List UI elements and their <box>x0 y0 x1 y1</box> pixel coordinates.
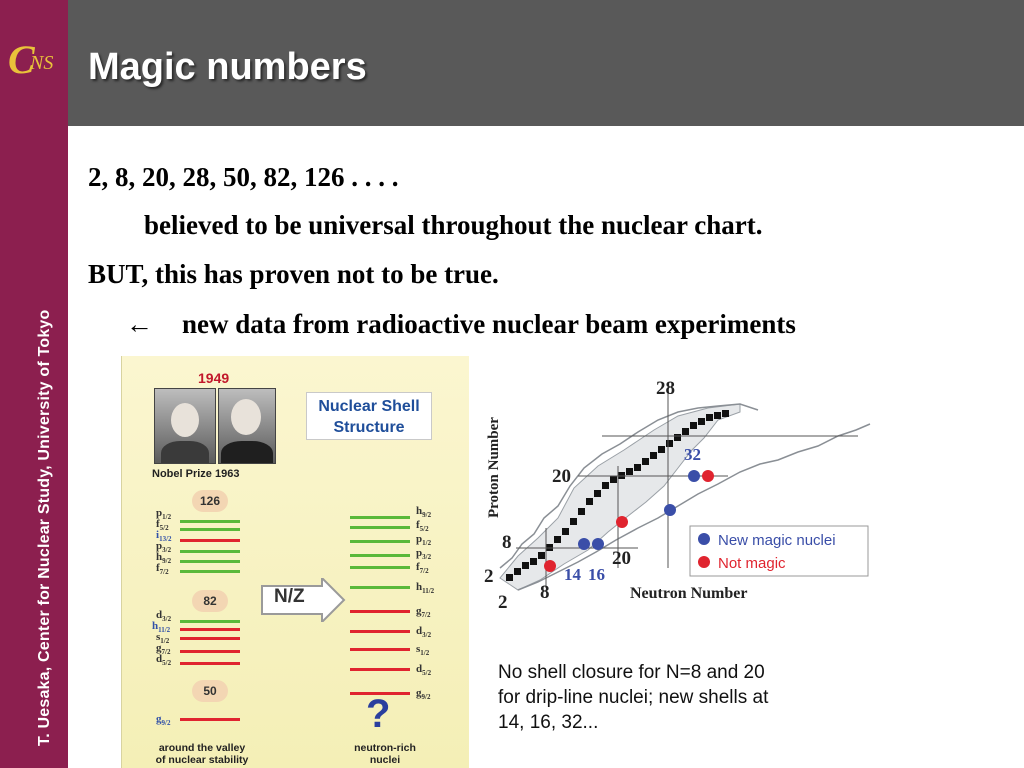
question-mark-icon: ? <box>366 692 391 736</box>
shell-structure-figure <box>121 356 469 768</box>
label-16: 16 <box>588 565 605 584</box>
orbital-label: $h_{11/2}$ <box>416 581 435 596</box>
title-bar <box>68 0 1024 126</box>
orbital-label: $p_{3/2}$ <box>416 547 432 562</box>
level-p1/2-n-rich <box>350 540 410 543</box>
logo-letter: C <box>8 37 35 82</box>
sidebar <box>0 0 68 768</box>
label-8-z: 8 <box>502 532 512 553</box>
orbital-label: $d_{3/2}$ <box>156 609 172 624</box>
level-h9/2 <box>180 560 240 563</box>
shell-title-line-2: Structure <box>333 419 405 436</box>
orbital-label: $g_{9/2}$ <box>416 687 431 702</box>
sidebar-affiliation: T. Uesaka, Center for Nuclear Study, University of Tokyo <box>36 309 53 746</box>
orbital-label: $d_{3/2}$ <box>416 625 432 640</box>
label-20-z: 20 <box>552 466 571 487</box>
shell-title-line-1: Nuclear Shell <box>318 398 420 415</box>
not-magic-point <box>702 470 714 482</box>
level-d5/2 <box>180 662 240 665</box>
orbital-label: $h_{11/2}$ <box>152 620 171 635</box>
orbital-label: $p_{3/2}$ <box>156 540 172 555</box>
label-14: 14 <box>564 565 581 584</box>
note-line-1: No shell closure for N=8 and 20 <box>498 662 765 683</box>
shell-structure-title-box <box>306 392 432 440</box>
label-20-n: 20 <box>612 548 631 569</box>
magic-number-list: 2, 8, 20, 28, 50, 82, 126 . . . . <box>88 162 399 192</box>
label-28: 28 <box>656 378 675 399</box>
nuclear-chart-figure <box>478 368 878 620</box>
level-h11/2-n-rich <box>350 586 410 589</box>
new-magic-point <box>688 470 700 482</box>
but-statement: BUT, this has proven not to be true. <box>88 259 499 289</box>
level-f5/2 <box>180 528 240 531</box>
orbital-label: $f_{7/2}$ <box>416 561 429 576</box>
orbital-label: $p_{1/2}$ <box>416 533 432 548</box>
new-magic-point <box>578 538 590 550</box>
y-axis-label: Proton Number <box>486 417 502 518</box>
level-h11/2 <box>180 628 240 631</box>
orbital-label: $f_{7/2}$ <box>156 562 169 577</box>
level-i13/2 <box>180 539 240 542</box>
orbital-label: $g_{9/2}$ <box>156 713 171 728</box>
orbital-label: $p_{1/2}$ <box>156 507 172 522</box>
arrow-glyph: ← <box>126 309 153 339</box>
universality-statement: believed to be universal throughout the nuclear chart. <box>144 210 763 240</box>
new-data-statement: new data from radioactive nuclear beam experiments <box>182 309 796 339</box>
level-f7/2 <box>180 570 240 573</box>
level-d3/2-n-rich <box>350 630 410 633</box>
cns-logo <box>6 37 64 82</box>
level-p3/2 <box>180 550 240 553</box>
level-g9/2 <box>180 718 240 721</box>
level-f5/2-n-rich <box>350 526 410 529</box>
level-p1/2 <box>180 520 240 523</box>
level-p3/2-n-rich <box>350 554 410 557</box>
nz-arrow-label: N/Z <box>274 586 305 607</box>
magic-badge-50: 50 <box>192 680 228 702</box>
level-h9/2-n-rich <box>350 516 410 519</box>
label-2-z: 2 <box>484 566 494 587</box>
slide-title: Magic numbers <box>88 46 367 88</box>
new-magic-point <box>592 538 604 550</box>
x-axis-label: Neutron Number <box>630 585 748 602</box>
level-f7/2-n-rich <box>350 566 410 569</box>
note-line-2: for drip-line nuclei; new shells at <box>498 687 769 708</box>
portrait-photo-2 <box>218 388 276 464</box>
level-g7/2 <box>180 650 240 653</box>
chart-legend <box>690 526 868 576</box>
orbital-label: $s_{1/2}$ <box>156 631 170 646</box>
orbital-label: $d_{5/2}$ <box>156 653 172 668</box>
caption-neutron-rich: neutron-rich nuclei <box>354 742 416 766</box>
level-d3/2 <box>180 620 240 623</box>
magic-badge-126: 126 <box>192 490 228 512</box>
orbital-label: $h_{9/2}$ <box>416 505 432 520</box>
not-magic-point <box>616 516 628 528</box>
caption-stable: around the valley of nuclear stability <box>155 742 249 766</box>
new-magic-point <box>664 504 676 516</box>
orbital-label: $i_{13/2}$ <box>156 529 172 544</box>
orbital-label: $h_{9/2}$ <box>156 551 172 566</box>
orbital-label: $f_{5/2}$ <box>416 519 429 534</box>
shell-closure-note <box>498 660 858 735</box>
label-32: 32 <box>684 445 701 464</box>
year-label: 1949 <box>198 370 230 386</box>
logo-subletters: NS <box>30 52 54 74</box>
level-g7/2-n-rich <box>350 610 410 613</box>
level-d5/2-n-rich <box>350 668 410 671</box>
level-s1/2-n-rich <box>350 648 410 651</box>
orbital-label: $d_{5/2}$ <box>416 663 432 678</box>
label-2-n: 2 <box>498 592 508 613</box>
orbital-label: $g_{7/2}$ <box>416 605 431 620</box>
legend-not-magic: Not magic <box>718 555 786 572</box>
legend-new-magic: New magic nuclei <box>718 532 836 549</box>
nobel-prize-label: Nobel Prize 1963 <box>152 468 240 480</box>
orbital-label: $f_{5/2}$ <box>156 518 169 533</box>
orbital-label: $g_{7/2}$ <box>156 642 171 657</box>
portrait-photo-1 <box>154 388 216 464</box>
magic-badge-82: 82 <box>192 590 228 612</box>
label-8-n: 8 <box>540 582 550 603</box>
orbital-label: $s_{1/2}$ <box>416 643 430 658</box>
not-magic-point <box>544 560 556 572</box>
level-s1/2 <box>180 637 240 640</box>
note-line-3: 14, 16, 32... <box>498 712 599 733</box>
